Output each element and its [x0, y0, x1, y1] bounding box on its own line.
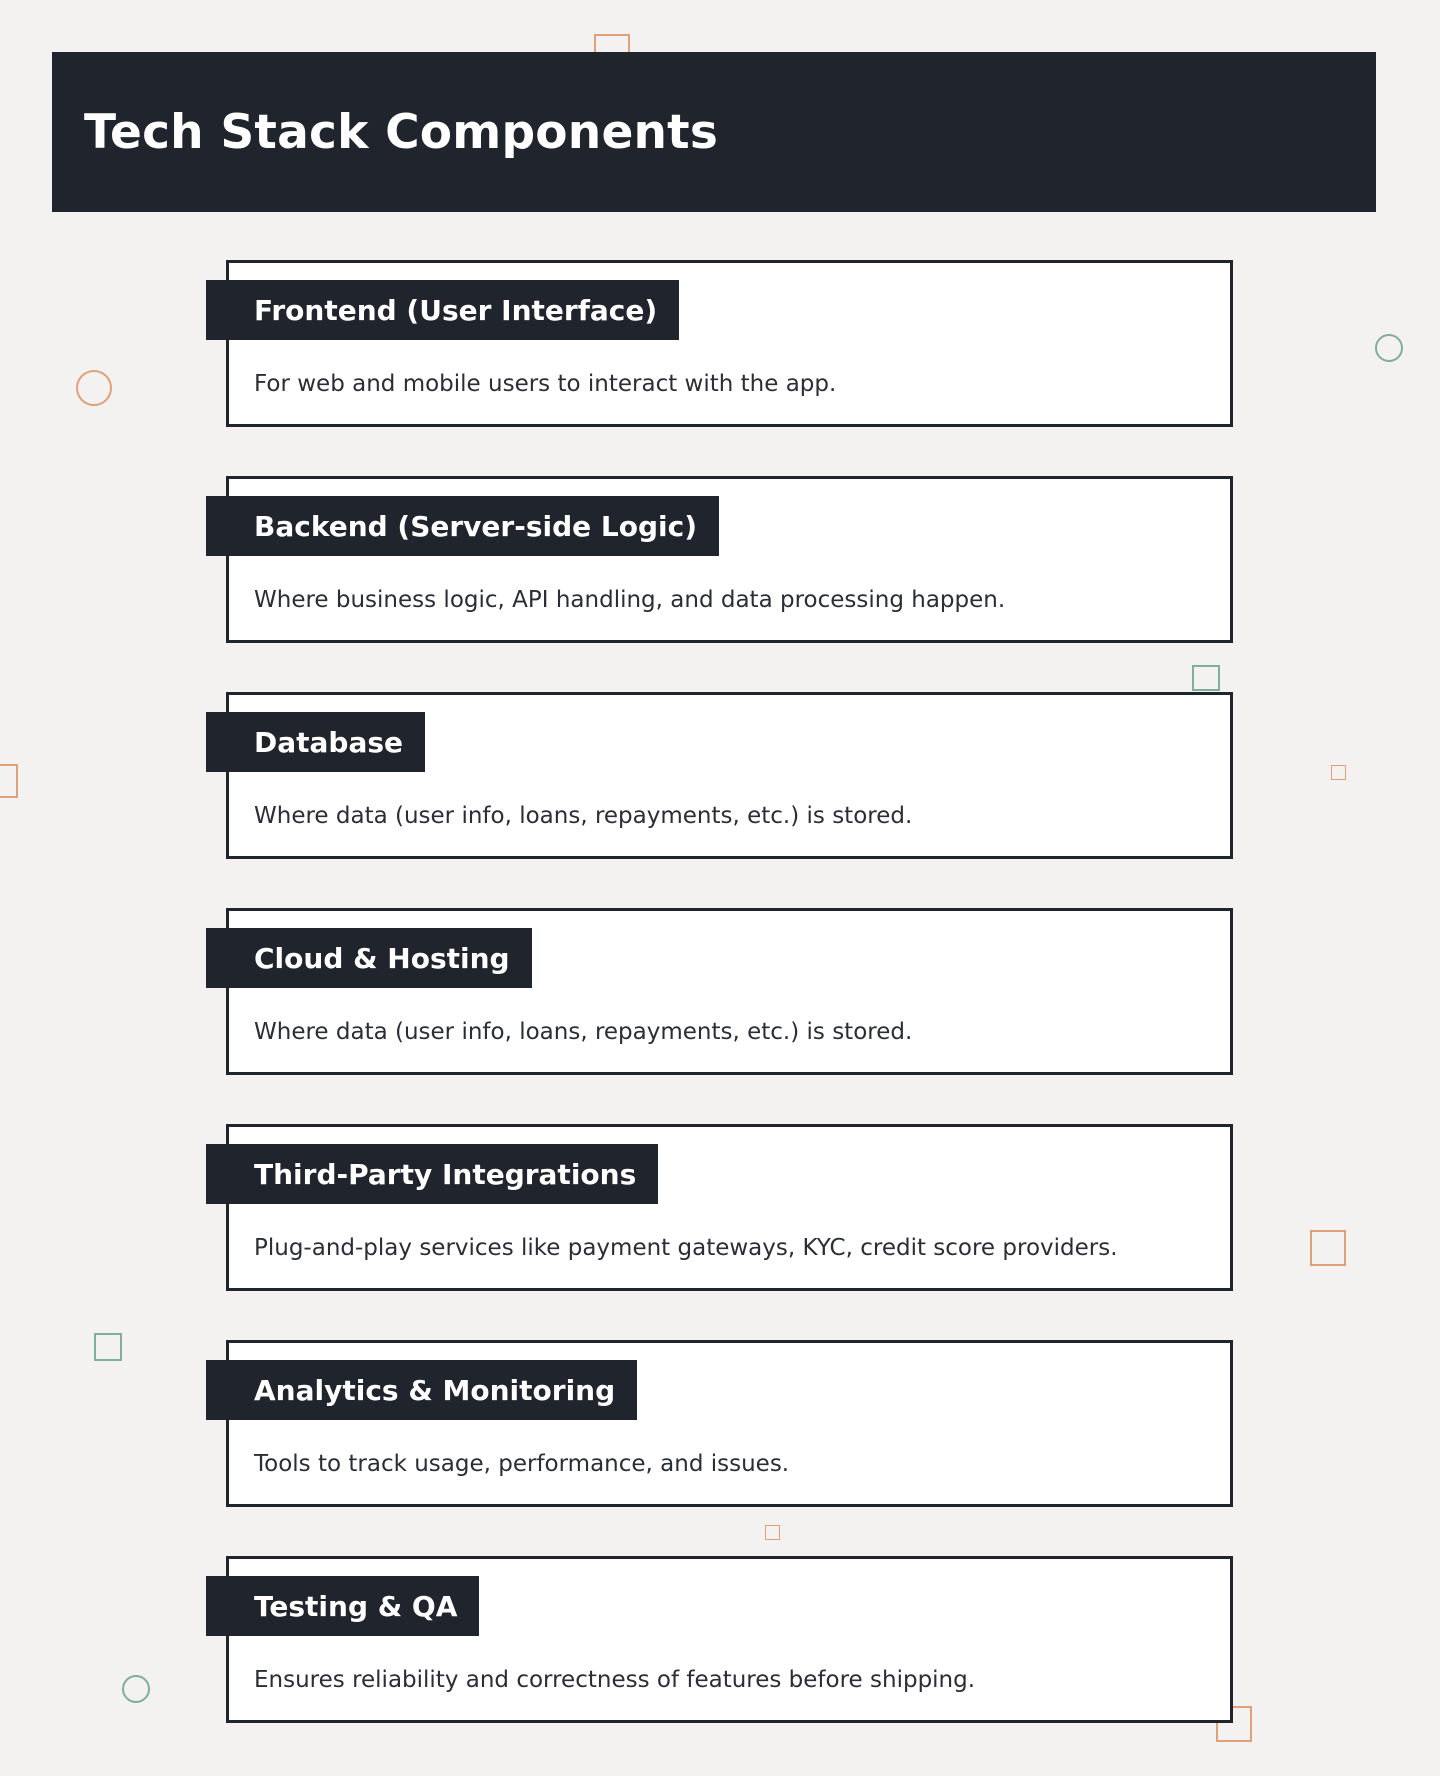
component-title: Cloud & Hosting: [206, 928, 532, 988]
component-description: Where data (user info, loans, repayments, etc.) is stored.: [254, 803, 913, 829]
component-title: Testing & QA: [206, 1576, 479, 1636]
component-card-backend: [226, 476, 1233, 643]
component-description: Where data (user info, loans, repayments, etc.) is stored.: [254, 1019, 913, 1045]
component-card-third-party: [226, 1124, 1233, 1291]
component-description: Ensures reliability and correctness of features before shipping.: [254, 1667, 976, 1693]
component-title: Third-Party Integrations: [206, 1144, 658, 1204]
component-title: Analytics & Monitoring: [206, 1360, 637, 1420]
component-card-cloud-hosting: [226, 908, 1233, 1075]
component-title: Frontend (User Interface): [206, 280, 679, 340]
component-card-database: [226, 692, 1233, 859]
component-description: Where business logic, API handling, and data processing happen.: [254, 587, 1006, 613]
component-description: Plug-and-play services like payment gateways, KYC, credit score providers.: [254, 1235, 1118, 1261]
component-card-frontend: [226, 260, 1233, 427]
component-description: Tools to track usage, performance, and issues.: [254, 1451, 790, 1477]
page-title: Tech Stack Components: [84, 104, 719, 160]
component-title: Backend (Server-side Logic): [206, 496, 719, 556]
component-card-testing: [226, 1556, 1233, 1723]
component-title: Database: [206, 712, 425, 772]
component-description: For web and mobile users to interact with the app.: [254, 371, 837, 397]
component-card-analytics: [226, 1340, 1233, 1507]
